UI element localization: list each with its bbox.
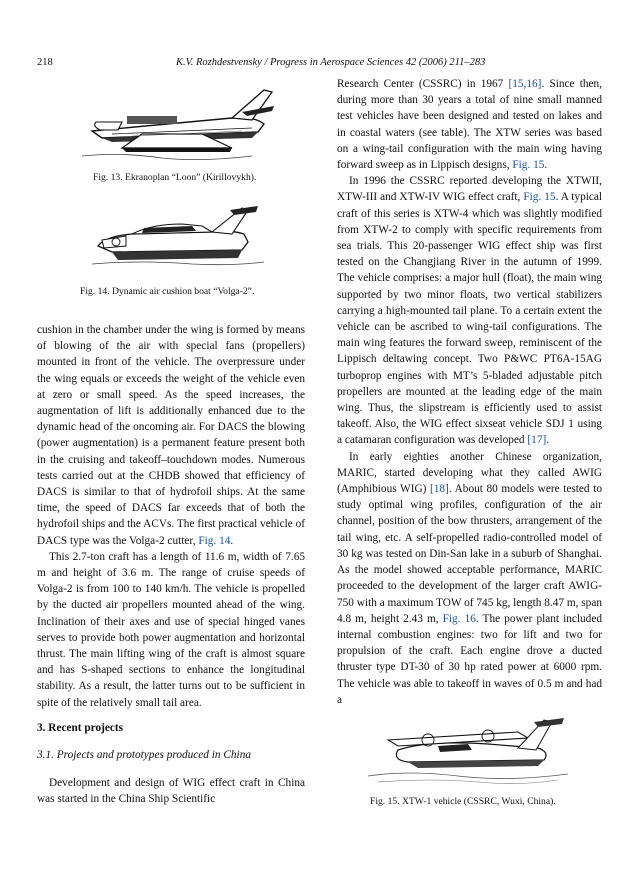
right-p1-text-c: . — [544, 159, 548, 172]
figure-15-caption: Fig. 15. XTW-1 vehicle (CSSRC, Wuxi, China). — [370, 796, 556, 807]
figure-15-reference-link-2[interactable]: Fig. 15 — [523, 191, 556, 204]
right-p3-text-b: . About 80 models were tested to study optimal wing profiles, configuration of the air channel, position of the bow thrusters, arrangement of the tail wing, etc. A self-propelled radio-controlled model of 30 kg was tested on Din-San lake in a suburb of Shanghai. As the model showed acceptable performance, MARIC proceeded to the development of the larger craft AWIG-750 with a maximum TOW of 745 kg, length 8.47 m, span 4.8 m, height 2.43 m, — [337, 483, 602, 625]
figure-14-volga-2-illustration — [92, 206, 264, 268]
right-paragraph-3 — [337, 449, 602, 708]
figure-14-reference-link[interactable]: Fig. 14 — [198, 534, 231, 547]
figure-13-caption: Fig. 13. Ekranoplan “Loon” (Kirillovykh). — [93, 172, 257, 183]
right-p2-text-c: . — [546, 434, 550, 447]
left-paragraph-1-end: . — [230, 534, 234, 547]
right-p2-text-a: In 1996 the CSSRC reported developing the XTWII, XTW-III and XTW-IV WIG effect craft, — [337, 175, 602, 204]
right-paragraph-1 — [337, 76, 602, 173]
reference-17-link[interactable]: [17] — [527, 434, 547, 447]
left-column — [37, 322, 305, 711]
right-p1-text-a: Research Center (CSSRC) in 1967 — [337, 78, 509, 90]
subsection-heading: 3.1. Projects and prototypes produced in China — [37, 749, 251, 761]
right-p3-text-c: . The power plant included internal combustion engines: two for lift and two for propulsion of the craft. Each engine drove a ducted thruster type DT-30 of 30 hp rated power at 6000 rpm. The vehicle was able to takeoff in waves of 0.5 m and had a — [337, 612, 602, 706]
figure-16-reference-link[interactable]: Fig. 16 — [442, 612, 476, 625]
left-paragraph-3-block — [37, 775, 305, 807]
reference-15-16-link[interactable]: [15,16] — [508, 78, 542, 90]
figure-15-xtw-1-illustration — [368, 710, 568, 790]
right-p1-text-b: . Since then, during more than 30 years a total of nine small manned test vehicles have been designed and tested on lakes and in coastal waters (see table). The XTW series was based on a wing-tail configuration with the main wing having forward sweep as in Lippisch designs, — [337, 78, 602, 172]
section-heading: 3. Recent projects — [37, 722, 124, 734]
running-title: K.V. Rozhdestvensky / Progress in Aerospace Sciences 42 (2006) 211–283 — [176, 57, 486, 68]
left-paragraph-3: Development and design of WIG effect craft in China was started in the China Ship Scientific — [37, 777, 305, 806]
reference-18-link[interactable]: [18] — [430, 483, 449, 496]
left-paragraph-1 — [37, 322, 305, 549]
figure-13-ekranoplan-illustration — [82, 76, 277, 168]
right-paragraph-2 — [337, 173, 602, 448]
figure-14-caption: Fig. 14. Dynamic air cushion boat “Volga-2”. — [80, 286, 255, 297]
figure-15-reference-link[interactable]: Fig. 15 — [512, 159, 545, 172]
left-paragraph-2: This 2.7-ton craft has a length of 11.6 m, width of 7.65 m and height of 3.6 m. The range of cruise speeds of Volga-2 is from 100 to 140 km/h. The vehicle is propelled by the ducted air propellers mounted ahead of the wing. Inclination of their axes and use of special hinged vanes serves to provide both power augmentation and horizontal thrust. The main lifting wing of the craft is almost square and has S-shaped sections to enhance the longitudinal stability. As a result, the latter turns out to be sufficient in spite of the relatively small tail area. — [37, 550, 305, 709]
right-p3-text-a: In early eighties another Chinese organization, MARIC, started developing what they called AWIG (Amphibious WIG) — [337, 450, 602, 496]
page-number: 218 — [37, 57, 53, 68]
right-p2-text-b: . A typical craft of this series is XTW-4 which was slightly modified from XTW-2 to comply with specific requirements from sea trials. This 20-passenger WIG effect ship was first tested on the Changjiang River in the autumn of 1999. The vehicle comprises: a major hull (float), the main wing supported by two minor floats, two vertical stabilizers carrying a high-mounted tail plane. To a certain extent the vehicle can be ascribed to wing-tail configurations. The main wing features the forward sweep, reminiscent of the Lippisch deltawing concept. Two P&WC PT6A-15AG turboprop engines with MT’s 5-bladed adjustable pitch propellers are mounted at the leading edge of the main wing. Thus, the slipstream is efficiently used to assist takeoff. Also, the WIG effect sixseat vehicle SDJ 1 using a catamaran configuration was developed — [337, 191, 603, 447]
right-column — [337, 76, 602, 708]
left-paragraph-1-text: cushion in the chamber under the wing is formed by means of blowing of the air with special fans (propellers) mounted in front of the vehicle. The overpressure under the wing equals or exceeds the weight of the vehicle even at zero or small speed. As the speed increases, the augmentation of lift is additionally enhanced due to the dynamic head of the oncoming air. For DACS the blowing (power augmentation) is a permanent feature present both in the cruising and takeoff–touchdown modes. Numerous tests carried out at the CHDB showed that efficiency of DACS is similar to that of hydrofoil ships. At the same time, the speed of DACS far exceeds that of both the hydrofoil ships and the ACVs. The first practical vehicle of DACS type was the Volga-2 cutter, — [37, 324, 305, 547]
